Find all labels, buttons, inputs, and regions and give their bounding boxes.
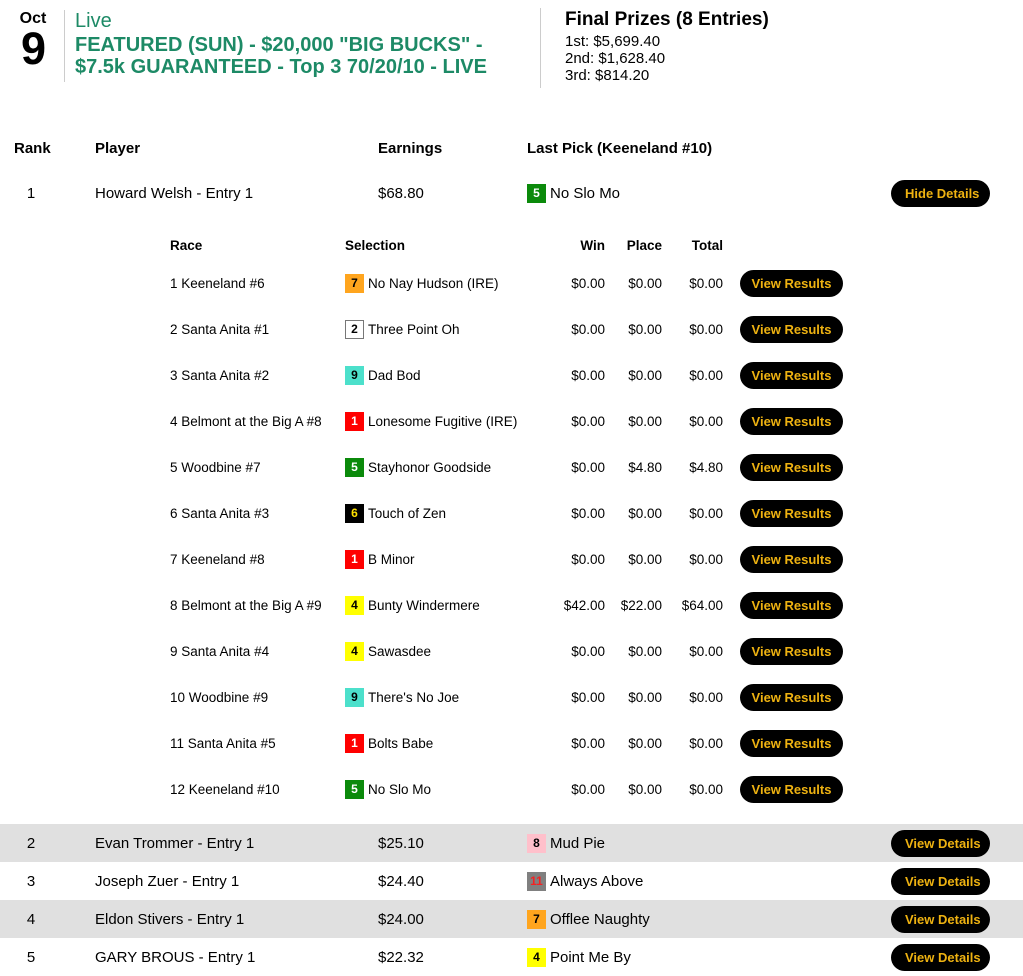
view-results-button[interactable]: View Results	[740, 408, 843, 435]
contest-date	[10, 8, 56, 74]
pick-row	[170, 628, 1023, 674]
horse-name: Three Point Oh	[368, 321, 460, 337]
race-name: 5 Woodbine #7	[170, 459, 261, 475]
race-name: 11 Santa Anita #5	[170, 735, 276, 751]
leaderboard-row	[0, 900, 1023, 938]
pick-row	[170, 674, 1023, 720]
win-amount: $42.00	[563, 597, 605, 613]
total-amount: $0.00	[689, 689, 723, 705]
view-results-button[interactable]: View Results	[740, 500, 843, 527]
horse-name: Offlee Naughty	[550, 910, 650, 928]
details-section	[170, 216, 1023, 824]
view-results-button[interactable]: View Results	[740, 638, 843, 665]
total-amount: $0.00	[689, 413, 723, 429]
selection-cell	[345, 688, 540, 707]
post-position-badge: 5	[527, 184, 546, 203]
selection-cell	[345, 274, 540, 293]
post-position-badge: 2	[345, 320, 364, 339]
pick-row	[170, 260, 1023, 306]
player-name: Eldon Stivers - Entry 1	[95, 910, 245, 928]
place-amount: $0.00	[628, 643, 662, 659]
post-position-badge: 7	[345, 274, 364, 293]
win-amount: $0.00	[571, 321, 605, 337]
total-amount: $0.00	[689, 367, 723, 383]
view-details-button[interactable]: View Details	[891, 906, 990, 933]
column-header-place: Place	[626, 237, 662, 253]
race-name: 10 Woodbine #9	[170, 689, 269, 705]
horse-name: There's No Joe	[368, 689, 460, 705]
pick-row	[170, 720, 1023, 766]
race-name: 3 Santa Anita #2	[170, 367, 270, 383]
last-pick-cell	[527, 948, 891, 967]
rank-cell: 1	[26, 184, 36, 202]
place-amount: $0.00	[628, 505, 662, 521]
place-amount: $0.00	[628, 321, 662, 337]
view-results-button[interactable]: View Results	[740, 592, 843, 619]
win-amount: $0.00	[571, 735, 605, 751]
contest-title-block	[75, 8, 527, 79]
player-name: Evan Trommer - Entry 1	[95, 834, 255, 852]
leaderboard	[0, 140, 1023, 976]
leaderboard-row	[0, 170, 1023, 216]
place-amount: $0.00	[628, 367, 662, 383]
win-amount: $0.00	[571, 781, 605, 797]
pick-row	[170, 352, 1023, 398]
post-position-badge: 4	[345, 596, 364, 615]
date-month: Oct	[19, 10, 47, 27]
race-name: 6 Santa Anita #3	[170, 505, 270, 521]
earnings-value: $24.40	[378, 872, 424, 890]
selection-cell	[345, 780, 540, 799]
post-position-badge: 4	[527, 948, 546, 967]
player-name: Howard Welsh - Entry 1	[95, 184, 254, 202]
selection-cell	[345, 366, 540, 385]
race-name: 2 Santa Anita #1	[170, 321, 270, 337]
post-position-badge: 9	[345, 366, 364, 385]
selection-cell	[345, 458, 540, 477]
total-amount: $0.00	[689, 643, 723, 659]
leaderboard-row	[0, 862, 1023, 900]
selection-cell	[345, 504, 540, 523]
contest-header	[0, 0, 1023, 88]
race-name: 7 Keeneland #8	[170, 551, 265, 567]
place-amount: $22.00	[620, 597, 662, 613]
final-prizes-title: Final Prizes (8 Entries)	[565, 9, 769, 30]
race-name: 12 Keeneland #10	[170, 781, 280, 797]
horse-name: Point Me By	[550, 948, 631, 966]
selection-cell	[345, 320, 540, 339]
post-position-badge: 4	[345, 642, 364, 661]
race-name: 9 Santa Anita #4	[170, 643, 270, 659]
pick-row	[170, 444, 1023, 490]
selection-cell	[345, 550, 540, 569]
place-amount: $0.00	[628, 275, 662, 291]
final-prizes-panel	[540, 8, 769, 88]
date-day: 9	[20, 22, 46, 74]
leaderboard-row	[0, 938, 1023, 976]
horse-name: Mud Pie	[550, 834, 606, 852]
horse-name: No Slo Mo	[368, 781, 432, 797]
view-results-button[interactable]: View Results	[740, 316, 843, 343]
total-amount: $4.80	[689, 459, 723, 475]
view-results-button[interactable]: View Results	[740, 454, 843, 481]
place-amount: $0.00	[628, 781, 662, 797]
column-header-rank: Rank	[14, 140, 51, 158]
selection-cell	[345, 642, 540, 661]
horse-name: Stayhonor Goodside	[368, 459, 492, 475]
post-position-badge: 11	[527, 872, 546, 891]
pick-row	[170, 398, 1023, 444]
column-header-total: Total	[691, 237, 723, 253]
earnings-value: $25.10	[378, 834, 424, 852]
win-amount: $0.00	[571, 689, 605, 705]
view-details-button[interactable]: View Details	[891, 944, 990, 971]
selection-cell	[345, 734, 540, 753]
total-amount: $0.00	[689, 505, 723, 521]
total-amount: $64.00	[681, 597, 723, 613]
view-details-button[interactable]: View Details	[891, 868, 990, 895]
last-pick-cell	[527, 834, 891, 853]
last-pick-cell	[527, 872, 891, 891]
place-amount: $0.00	[628, 735, 662, 751]
rank-cell: 2	[26, 834, 36, 852]
total-amount: $0.00	[689, 781, 723, 797]
post-position-badge: 5	[345, 780, 364, 799]
rank-cell: 3	[26, 872, 36, 890]
post-position-badge: 7	[527, 910, 546, 929]
horse-name: Sawasdee	[368, 643, 432, 659]
picks-body	[170, 260, 1023, 812]
total-amount: $0.00	[689, 551, 723, 567]
win-amount: $0.00	[571, 367, 605, 383]
pick-row	[170, 490, 1023, 536]
place-amount: $0.00	[628, 689, 662, 705]
horse-name: No Slo Mo	[550, 184, 621, 202]
post-position-badge: 6	[345, 504, 364, 523]
view-results-button[interactable]: View Results	[740, 776, 843, 803]
total-amount: $0.00	[689, 275, 723, 291]
column-header-selection: Selection	[345, 237, 406, 253]
horse-name: Bolts Babe	[368, 735, 434, 751]
leaderboard-row	[0, 824, 1023, 862]
horse-name: B Minor	[368, 551, 415, 567]
win-amount: $0.00	[571, 505, 605, 521]
earnings-value: $24.00	[378, 910, 424, 928]
race-name: 8 Belmont at the Big A #9	[170, 597, 322, 613]
prize-second: 2nd: $1,628.40	[565, 49, 666, 67]
rank-cell: 5	[26, 948, 36, 966]
win-amount: $0.00	[571, 459, 605, 475]
column-header-race: Race	[170, 237, 203, 253]
post-position-badge: 1	[345, 550, 364, 569]
post-position-badge: 9	[345, 688, 364, 707]
race-name: 4 Belmont at the Big A #8	[170, 413, 322, 429]
total-amount: $0.00	[689, 735, 723, 751]
view-results-button[interactable]: View Results	[740, 684, 843, 711]
header-divider	[64, 10, 65, 82]
post-position-badge: 5	[345, 458, 364, 477]
horse-name: No Nay Hudson (IRE)	[368, 275, 499, 291]
contest-title: FEATURED (SUN) - $20,000 "BIG BUCKS" - $7.5k GUARANTEED - Top 3 70/20/10 - LIVE	[75, 34, 487, 79]
pick-row	[170, 766, 1023, 812]
win-amount: $0.00	[571, 643, 605, 659]
horse-name: Lonesome Fugitive (IRE)	[368, 413, 518, 429]
earnings-value: $68.80	[378, 184, 424, 202]
column-header-last-pick: Last Pick (Keeneland #10)	[527, 140, 713, 158]
total-amount: $0.00	[689, 321, 723, 337]
horse-name: Dad Bod	[368, 367, 421, 383]
selection-cell	[345, 596, 540, 615]
win-amount: $0.00	[571, 275, 605, 291]
win-amount: $0.00	[571, 551, 605, 567]
column-header-player: Player	[95, 140, 141, 158]
horse-name: Bunty Windermere	[368, 597, 480, 613]
live-status-label: Live	[75, 10, 112, 32]
pick-row	[170, 582, 1023, 628]
horse-name: Always Above	[550, 872, 644, 890]
horse-name: Touch of Zen	[368, 505, 447, 521]
prize-third: 3rd: $814.20	[565, 67, 650, 85]
view-results-button[interactable]: View Results	[740, 546, 843, 573]
race-name: 1 Keeneland #6	[170, 275, 265, 291]
column-header-win: Win	[580, 237, 605, 253]
hide-details-button[interactable]: Hide Details	[891, 180, 990, 207]
prize-first: 1st: $5,699.40	[565, 32, 661, 50]
place-amount: $0.00	[628, 551, 662, 567]
view-results-button[interactable]: View Results	[740, 362, 843, 389]
win-amount: $0.00	[571, 413, 605, 429]
player-name: Joseph Zuer - Entry 1	[95, 872, 240, 890]
last-pick-cell	[527, 910, 891, 929]
pick-row	[170, 306, 1023, 352]
leaderboard-header-row	[0, 140, 1023, 170]
earnings-value: $22.32	[378, 948, 424, 966]
leaderboard-body	[0, 170, 1023, 976]
player-name: GARY BROUS - Entry 1	[95, 948, 256, 966]
rank-cell: 4	[26, 910, 36, 928]
view-results-button[interactable]: View Results	[740, 730, 843, 757]
post-position-badge: 8	[527, 834, 546, 853]
view-details-button[interactable]: View Details	[891, 830, 990, 857]
picks-header-row	[170, 230, 1023, 260]
view-results-button[interactable]: View Results	[740, 270, 843, 297]
post-position-badge: 1	[345, 412, 364, 431]
selection-cell	[345, 412, 540, 431]
column-header-earnings: Earnings	[378, 140, 443, 158]
place-amount: $0.00	[628, 413, 662, 429]
last-pick-cell	[527, 184, 891, 203]
place-amount: $4.80	[628, 459, 662, 475]
post-position-badge: 1	[345, 734, 364, 753]
pick-row	[170, 536, 1023, 582]
